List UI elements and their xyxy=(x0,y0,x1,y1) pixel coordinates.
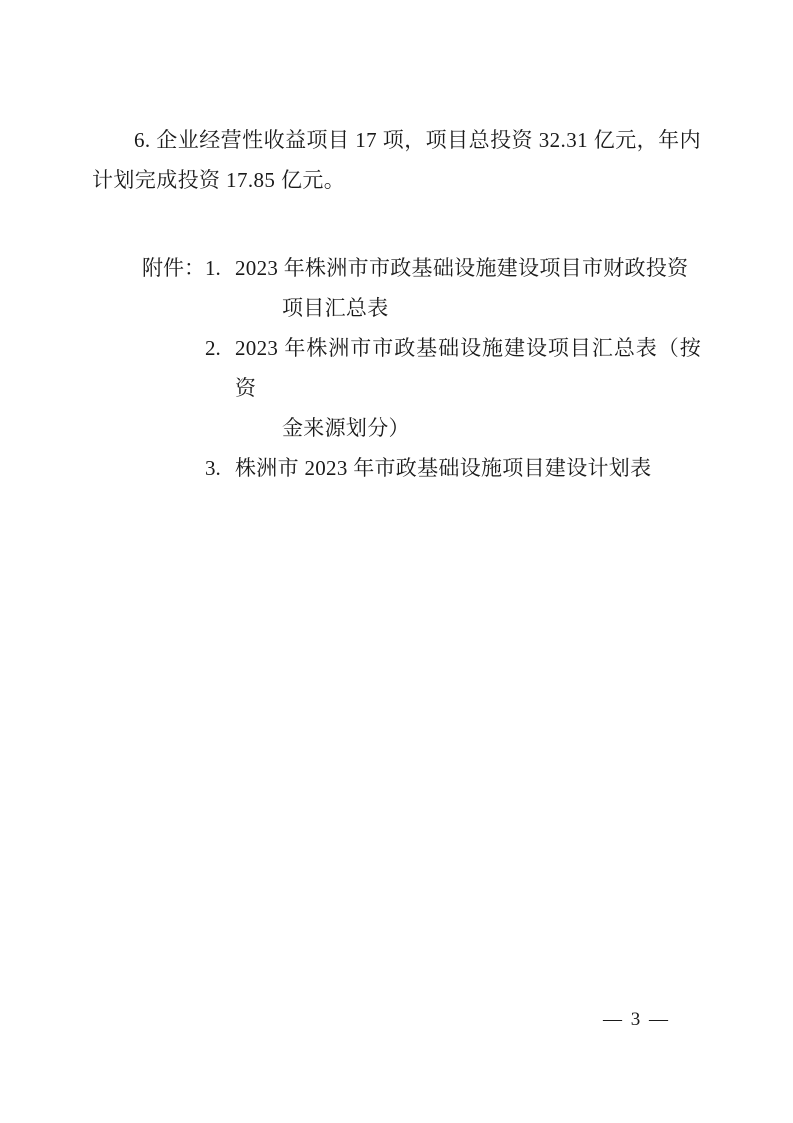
page-number: — 3 — xyxy=(603,1009,670,1030)
attachment-number-1: 1. xyxy=(205,256,221,280)
paragraph-item-6: 6. 企业经营性收益项目 17 项，项目总投资 32.31 亿元，年内计划完成投资 17.85 亿元。 xyxy=(92,128,701,192)
attachment-row-2 xyxy=(92,328,701,408)
attachment-label: 附件： xyxy=(142,256,205,280)
attachment-list xyxy=(92,248,701,488)
attachment-row-3 xyxy=(92,448,701,488)
attachment-number-2: 2. xyxy=(205,336,221,360)
attachment-text-2-continued: 金来源划分） xyxy=(282,416,410,440)
attachment-text-1-continued: 项目汇总表 xyxy=(282,296,389,320)
body-text-region xyxy=(92,120,701,200)
attachment-text-2: 2023 年株洲市市政基础设施建设项目汇总表（按资 xyxy=(235,336,701,400)
attachment-text-3: 株洲市 2023 年市政基础设施项目建设计划表 xyxy=(235,456,652,480)
attachment-row-1 xyxy=(92,248,701,288)
attachment-number-3: 3. xyxy=(205,456,221,480)
attachment-text-1: 2023 年株洲市市政基础设施建设项目市财政投资 xyxy=(235,256,689,280)
